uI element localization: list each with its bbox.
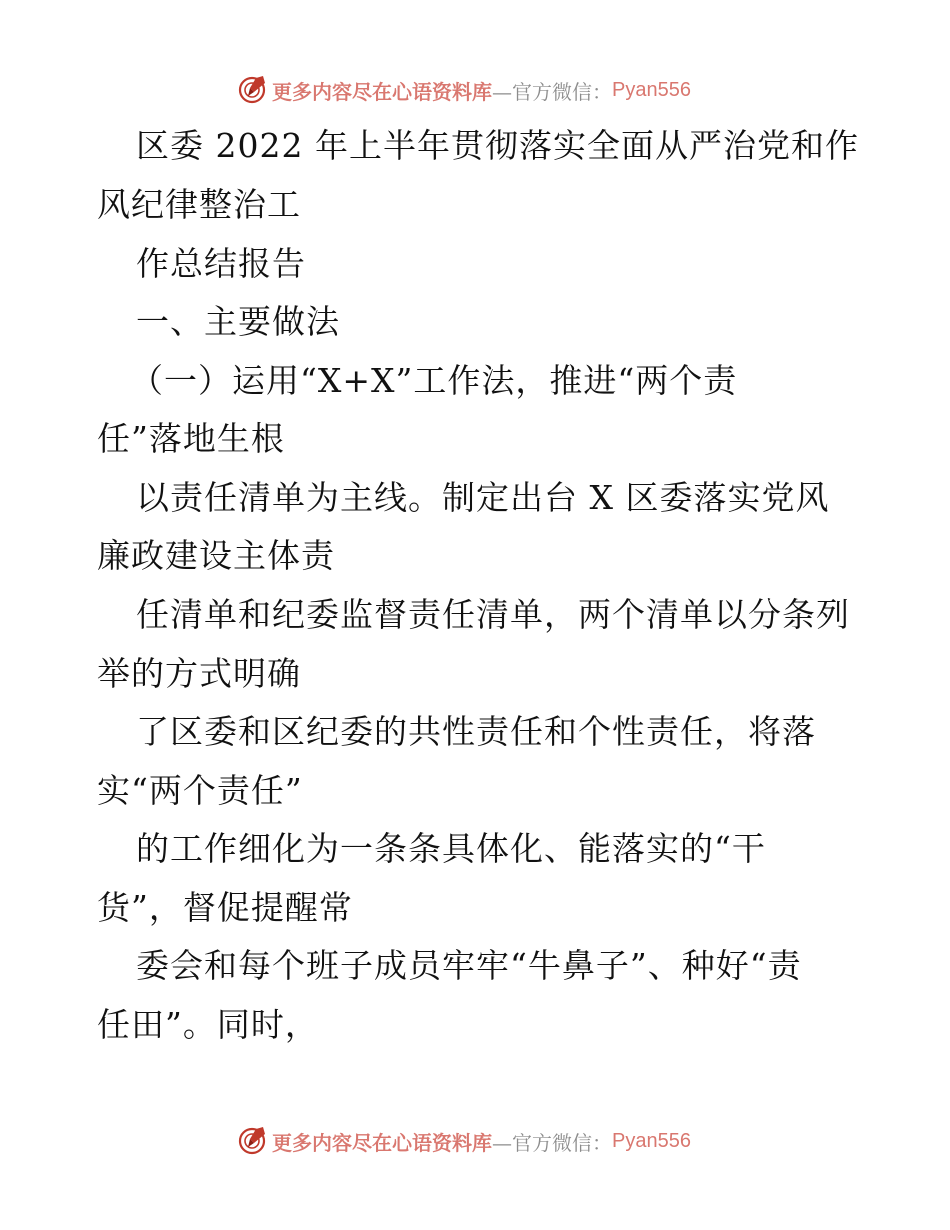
paragraph-line: 任田”。同时， bbox=[97, 1005, 319, 1044]
paragraph-line: 廉政建设主体责 bbox=[97, 536, 335, 575]
paragraph-line: 的工作细化为一条条具体化、能落实的“干 bbox=[136, 829, 766, 868]
pen-nib-logo-icon bbox=[236, 74, 268, 106]
paragraph-line: 委会和每个班子成员牢牢“牛鼻子”、种好“责 bbox=[136, 946, 802, 985]
pen-nib-logo-icon bbox=[236, 1125, 268, 1157]
footer-watermark bbox=[236, 1124, 691, 1158]
watermark-wechat-id: Pyan556 bbox=[612, 1129, 691, 1152]
watermark-main-text: 更多内容尽在心语资料库 bbox=[272, 79, 492, 104]
watermark-wechat-id: Pyan556 bbox=[612, 78, 691, 101]
subsection-heading-line-2: 任”落地生根 bbox=[97, 419, 285, 458]
subsection-heading-line-1: （一）运用“X+X”工作法，推进“两个责 bbox=[130, 361, 738, 400]
paragraph-line: 实“两个责任” bbox=[97, 771, 303, 810]
title-line-3: 作总结报告 bbox=[136, 244, 306, 283]
paragraph-line: 任清单和纪委监督责任清单，两个清单以分条列 bbox=[136, 595, 850, 634]
paragraph-line: 货”，督促提醒常 bbox=[97, 888, 353, 927]
watermark-main-text: 更多内容尽在心语资料库 bbox=[272, 1130, 492, 1155]
paragraph-line: 以责任清单为主线。制定出台 X 区委落实党风 bbox=[136, 478, 830, 517]
section-heading: 一、主要做法 bbox=[136, 302, 340, 341]
paragraph-line: 了区委和区纪委的共性责任和个性责任，将落 bbox=[136, 712, 816, 751]
header-watermark bbox=[236, 73, 691, 107]
watermark-separator-text: —官方微信： bbox=[492, 79, 612, 104]
watermark-separator-text: —官方微信： bbox=[492, 1130, 612, 1155]
title-line-1: 区委 2022 年上半年贯彻落实全面从严治党和作 bbox=[136, 126, 859, 165]
paragraph-line: 举的方式明确 bbox=[97, 654, 301, 693]
title-line-2: 风纪律整治工 bbox=[97, 185, 301, 224]
